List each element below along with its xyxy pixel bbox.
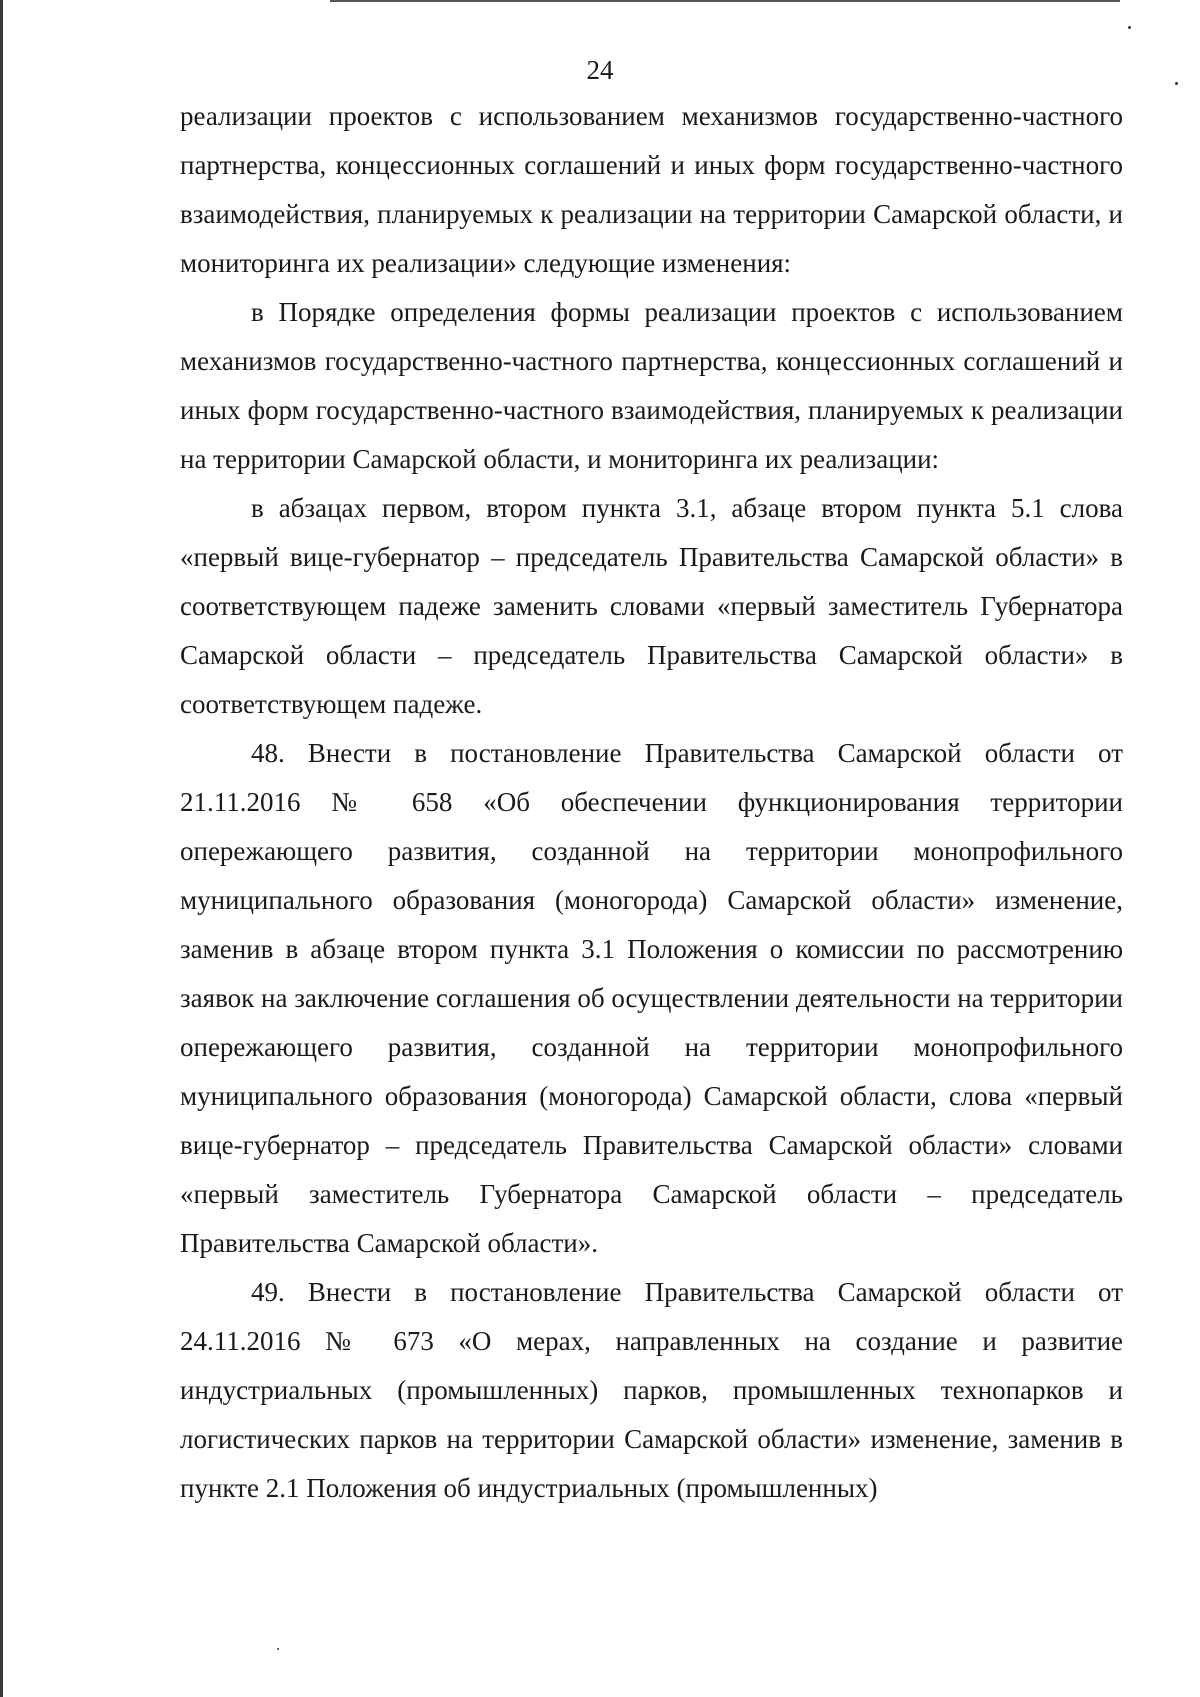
- paragraph-item-48: 48. Внести в постановление Правительства Самарской области от 21.11.2016 № 658 «Об обеспечении функционирования территории опережающего развития, созданной на территории монопрофильного муниципального образования (моногорода) Самарской области» изменение, заменив в абзаце втором пункта 3.1 Положения о комиссии по рассмотрению заявок на заключение соглашения об осуществлении деятельности на территории опережающего развития, созданной на территории монопрофильного муниципального образования (моногорода) Самарской области, слова «первый вице-губернатор – председатель Правительства Самарской области» словами «первый заместитель Губернатора Самарской области – председатель Правительства Самарской области».: [180, 738, 1123, 1258]
- scan-speck: [1128, 26, 1131, 29]
- page-number: 24: [586, 55, 614, 85]
- paragraph-procedure: в Порядке определения формы реализации проектов с использованием механизмов государственно-частного партнерства, концессионных соглашений и иных форм государственно-частного взаимодействия, планируемых к реализации на территории Самарской области, и мониторинга их реализации:: [180, 297, 1123, 474]
- document-body: [180, 92, 1123, 1513]
- scan-top-line: [330, 0, 1120, 2]
- paragraph-continuation: реализации проектов с использованием механизмов государственно-частного партнерства, концессионных соглашений и иных форм государственно-частного взаимодействия, планируемых к реализации на территории Самарской области, и мониторинга их реализации» следующие изменения:: [180, 101, 1123, 278]
- scan-left-edge: [0, 0, 3, 1697]
- paragraph-amendment-words: в абзацах первом, втором пункта 3.1, абзаце втором пункта 5.1 слова «первый вице-губернатор – председатель Правительства Самарской области» в соответствующем падеже заменить словами «первый заместитель Губернатора Самарской области – председатель Правительства Самарской области» в соответствующем падеже.: [180, 493, 1123, 719]
- scan-speck: [277, 1648, 279, 1650]
- paragraph-item-49: 49. Внести в постановление Правительства Самарской области от 24.11.2016 № 673 «О мерах, направленных на создание и развитие индустриальных (промышленных) парков, промышленных технопарков и логистических парков на территории Самарской области» изменение, заменив в пункте 2.1 Положения об индустриальных (промышленных): [180, 1277, 1123, 1503]
